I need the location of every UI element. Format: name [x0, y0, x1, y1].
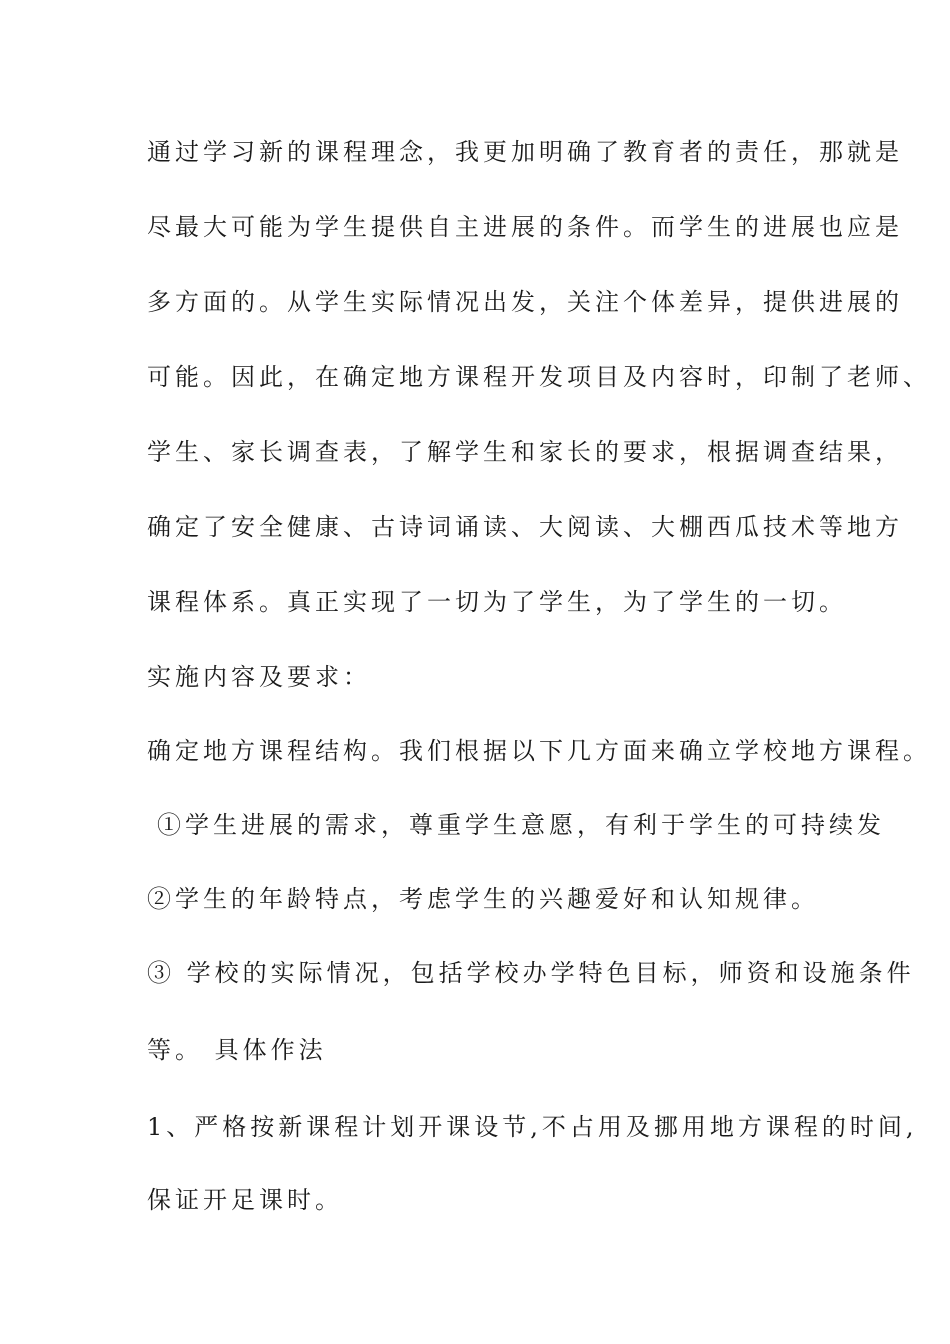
text-line: 保证开足课时。 — [147, 1186, 343, 1214]
list-item: ②学生的年龄特点，考虑学生的兴趣爱好和认知规律。 — [147, 885, 819, 913]
list-item: ③ 学校的实际情况，包括学校办学特色目标，师资和设施条件 — [147, 959, 915, 987]
text-line: 确定地方课程结构。我们根据以下几方面来确立学校地方课程。 — [147, 737, 931, 765]
text-line: 尽最大可能为学生提供自主进展的条件。而学生的进展也应是 — [147, 213, 903, 241]
text-line: 确定了安全健康、古诗词诵读、大阅读、大棚西瓜技术等地方 — [147, 513, 903, 541]
text-line: 学生、家长调查表，了解学生和家长的要求，根据调查结果， — [147, 438, 903, 466]
text-line: 课程体系。真正实现了一切为了学生，为了学生的一切。 — [147, 588, 847, 616]
list-item: 1、严格按新课程计划开课设节,不占用及挪用地方课程的时间, — [147, 1113, 918, 1141]
text-line: 等。 具体作法 — [147, 1036, 327, 1064]
text-line: 多方面的。从学生实际情况出发，关注个体差异，提供进展的 — [147, 288, 903, 316]
text-line: 可能。因此，在确定地方课程开发项目及内容时，印制了老师、 — [147, 363, 931, 391]
section-heading: 实施内容及要求： — [147, 663, 371, 691]
text-line: 通过学习新的课程理念，我更加明确了教育者的责任，那就是 — [147, 138, 903, 166]
list-item: ①学生进展的需求，尊重学生意愿，有利于学生的可持续发 — [157, 811, 885, 839]
